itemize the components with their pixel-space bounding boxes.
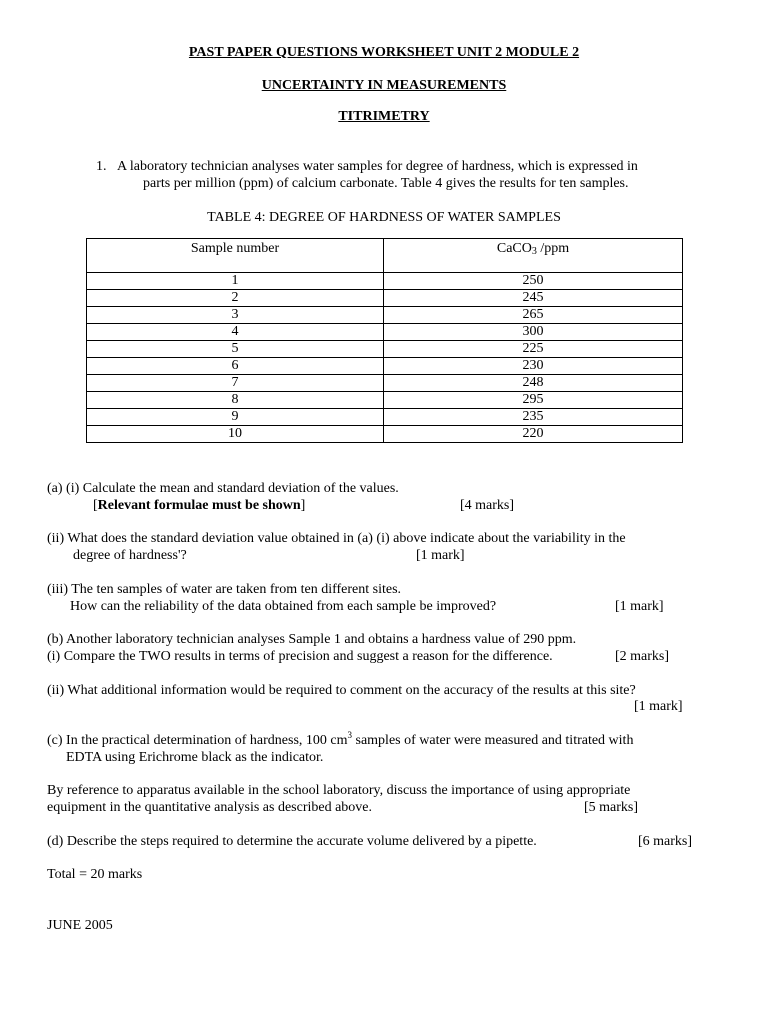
part-a-i-text: (a) (i) Calculate the mean and standard deviation of the values. [47, 481, 399, 496]
sample-number-cell: 7 [87, 375, 384, 392]
table-row [87, 392, 683, 409]
part-b-i-text: (i) Compare the TWO results in terms of precision and suggest a reason for the difference. [47, 649, 553, 664]
part-c-discuss-line1: By reference to apparatus available in the school laboratory, discuss the importance of using appropriate [47, 783, 631, 798]
caco3-value-cell: 295 [384, 392, 683, 409]
part-c-text-line2: EDTA using Erichrome black as the indicator. [66, 750, 324, 765]
part-b-i-marks: [2 marks] [615, 649, 670, 664]
part-a-i-marks: [4 marks] [460, 498, 515, 513]
part-b-text: (b) Another laboratory technician analyses Sample 1 and obtains a hardness value of 290 ppm. [47, 632, 577, 647]
sample-number-cell: 2 [87, 290, 384, 307]
part-c-discuss-line2: equipment in the quantitative analysis as described above. [47, 800, 373, 815]
caco3-value-cell: 250 [384, 273, 683, 290]
sample-number-cell: 5 [87, 341, 384, 358]
table-row [87, 290, 683, 307]
sample-number-cell: 8 [87, 392, 384, 409]
caco3-value-cell: 235 [384, 409, 683, 426]
caco3-value-cell: 230 [384, 358, 683, 375]
caco3-value-cell: 265 [384, 307, 683, 324]
part-a-iii-text-line2: How can the reliability of the data obtained from each sample be improved? [70, 599, 497, 614]
part-a-ii-text-line2: degree of hardness'? [73, 548, 187, 563]
table-body [87, 273, 683, 443]
table-row [87, 341, 683, 358]
sample-number-cell: 10 [87, 426, 384, 443]
question-intro-line1: A laboratory technician analyses water samples for degree of hardness, which is expressed in [117, 159, 638, 174]
table-row [87, 426, 683, 443]
part-b-ii-text: (ii) What additional information would be required to comment on the accuracy of the results at this site? [47, 683, 636, 698]
table-row [87, 409, 683, 426]
part-a-iii-marks: [1 mark] [615, 599, 664, 614]
question-number: 1. [96, 159, 107, 174]
table-row [87, 273, 683, 290]
total-marks: Total = 20 marks [47, 867, 143, 882]
sample-number-cell: 1 [87, 273, 384, 290]
part-b-ii-marks: [1 mark] [634, 699, 683, 714]
sample-number-cell: 9 [87, 409, 384, 426]
column-header-caco3: CaCO$_3$ /ppm [384, 239, 683, 273]
caco3-value-cell: 300 [384, 324, 683, 341]
table-row [87, 324, 683, 341]
question-intro-line2: parts per million (ppm) of calcium carbonate. Table 4 gives the results for ten samples. [143, 176, 629, 191]
part-a-iii-text-line1: (iii) The ten samples of water are taken from ten different sites. [47, 582, 402, 597]
column-header-sample: Sample number [87, 239, 384, 273]
worksheet-title: PAST PAPER QUESTIONS WORKSHEET UNIT 2 MODULE 2 [188, 45, 580, 60]
part-a-i-formula-note: [Relevant formulae must be shown] [93, 498, 306, 513]
caco3-value-cell: 248 [384, 375, 683, 392]
hardness-table [86, 238, 683, 443]
exam-date: JUNE 2005 [47, 918, 113, 933]
section-title: UNCERTAINTY IN MEASUREMENTS [261, 78, 507, 93]
caco3-value-cell: 220 [384, 426, 683, 443]
sample-number-cell: 6 [87, 358, 384, 375]
part-c-marks: [5 marks] [584, 800, 639, 815]
caco3-value-cell: 245 [384, 290, 683, 307]
part-c-text-line1: (c) In the practical determination of hardness, 100 $cm^3$ samples of water were measured and titrated with [47, 730, 634, 748]
part-a-ii-text-line1: (ii) What does the standard deviation value obtained in (a) (i) above indicate about the variability in the [47, 531, 626, 546]
part-d-text: (d) Describe the steps required to determine the accurate volume delivered by a pipette. [47, 834, 537, 849]
table-row [87, 307, 683, 324]
table-row [87, 358, 683, 375]
part-a-ii-marks: [1 mark] [416, 548, 465, 563]
table-row [87, 375, 683, 392]
sample-number-cell: 4 [87, 324, 384, 341]
caco3-value-cell: 225 [384, 341, 683, 358]
sample-number-cell: 3 [87, 307, 384, 324]
table-caption: TABLE 4: DEGREE OF HARDNESS OF WATER SAMPLES [207, 210, 561, 225]
topic-title: TITRIMETRY [338, 109, 430, 124]
part-d-marks: [6 marks] [638, 834, 693, 849]
